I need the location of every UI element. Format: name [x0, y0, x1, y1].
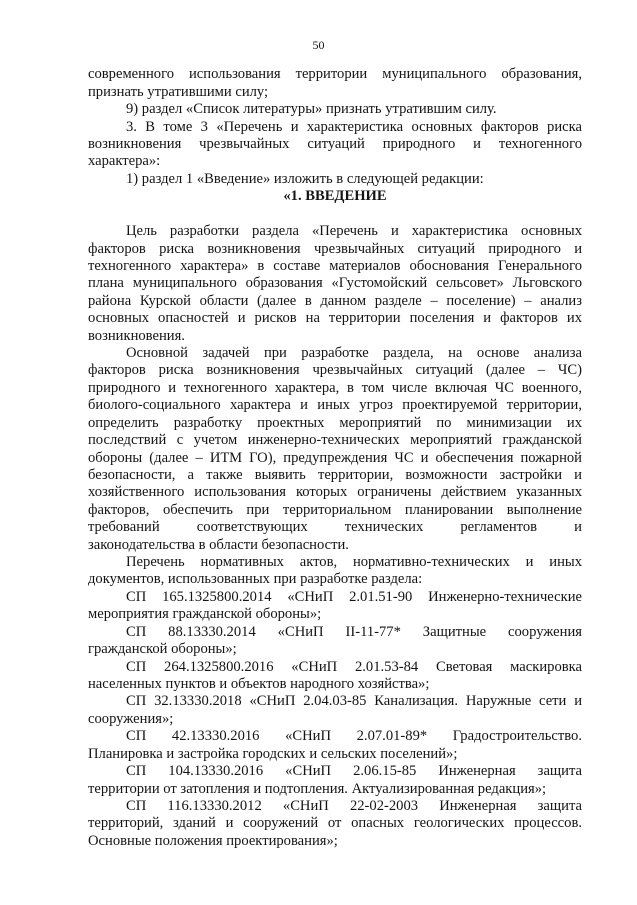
text-line: документов, использованных при разработке раздела:: [88, 571, 423, 588]
text-line: 9) раздел «Список литературы» признать утратившим силу.: [126, 101, 497, 118]
text-line: Перечень нормативных актов, нормативно-технических и иных: [126, 554, 582, 571]
text-line: Планировка и застройка городских и сельских поселений»;: [88, 745, 458, 762]
text-line: факторов риска возникновения чрезвычайных ситуаций (далее – ЧС): [88, 362, 582, 379]
text-line: сооружения»;: [88, 710, 174, 727]
text-line: техногенного характера» в составе материалов обоснования Генерального: [88, 257, 582, 274]
text-line: современного использования территории муниципального образования,: [88, 66, 582, 83]
text-line: СП 88.13330.2014 «СНиП II-11-77* Защитные сооружения: [126, 623, 582, 640]
text-line: признать утратившими силу;: [88, 83, 269, 100]
text-line: мероприятия гражданской обороны»;: [88, 606, 322, 623]
text-line: населенных пунктов и объектов народного хозяйства»;: [88, 676, 430, 692]
text-line: Основной задачей при разработке раздела, на основе анализа: [126, 345, 582, 362]
text-line: территорий, зданий и сооружений от опасных геологических процессов.: [88, 815, 582, 832]
text-line: 1) раздел 1 «Введение» изложить в следующей редакции:: [126, 170, 484, 187]
text-line: возникновения.: [88, 327, 185, 344]
text-line: обороны (далее – ИТМ ГО), предупреждения ЧС и обеспечения пожарной: [88, 449, 582, 466]
text-line: основных опасностей и рисков на территории поселения и факторов их: [88, 310, 582, 327]
text-line: определить разработку проектных мероприятий по минимизации их: [88, 414, 582, 431]
text-line: СП 104.13330.2016 «СНиП 2.06.15-85 Инженерная защита: [126, 763, 582, 780]
text-line: Цель разработки раздела «Перечень и характеристика основных: [126, 223, 582, 240]
text-line: СП 116.13330.2012 «СНиП 22-02-2003 Инженерная защита: [126, 797, 582, 814]
text-line: Основные положения проектирования»;: [88, 832, 338, 849]
text-line: характера»:: [88, 153, 161, 170]
text-line: природного и техногенного характера, в том числе включая ЧС военного,: [88, 379, 582, 396]
text-line: факторов, обеспечить при территориальном планировании выполнение: [88, 501, 582, 518]
text-line: требований соответствующих технических регламентов и: [88, 519, 582, 536]
text-line: последствий с учетом инженерно-технических мероприятий гражданской: [88, 432, 582, 449]
text-line: возникновения чрезвычайных ситуаций природного и техногенного: [88, 135, 582, 152]
text-line: территории от затопления и подтопления. Актуализированная редакция»;: [88, 780, 547, 797]
text-line: района Курской области (далее в данном разделе – поселение) – анализ: [88, 292, 582, 309]
text-line: СП 264.1325800.2016 «СНиП 2.01.53-84 Световая маскировка: [126, 658, 582, 675]
text-line: СП 42.13330.2016 «СНиП 2.07.01-89* Градостроительство.: [126, 728, 582, 745]
text-line: 3. В томе 3 «Перечень и характеристика основных факторов риска: [126, 118, 582, 135]
page-number: 50: [312, 38, 325, 52]
text-line: СП 165.1325800.2014 «СНиП 2.01.51-90 Инженерно-технические: [126, 588, 582, 605]
text-line: безопасности, а также выявить территории, возможности застройки и: [88, 466, 582, 483]
text-line: факторов риска возникновения чрезвычайных ситуаций природного и: [88, 240, 582, 257]
text-line: биолого-социального характера и иных угроз проектируемой территории,: [88, 397, 582, 414]
text-line: законодательства в области безопасности.: [88, 536, 349, 553]
text-line: хозяйственного использования которых ограничены действием указанных: [88, 484, 582, 501]
text-line: СП 32.13330.2018 «СНиП 2.04.03-85 Канализация. Наружные сети и: [126, 693, 582, 710]
text-line: плана муниципального образования «Густомойский сельсовет» Льговского: [88, 275, 582, 292]
text-line: гражданской обороны»;: [88, 641, 237, 658]
section-heading: «1. ВВЕДЕНИЕ: [283, 188, 387, 205]
